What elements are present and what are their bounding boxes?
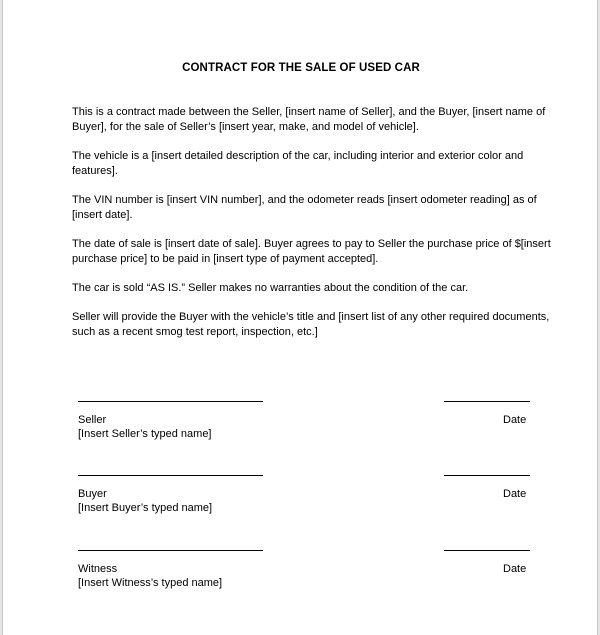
witness-role-label: Witness [78,563,118,575]
witness-date-label: Date [503,563,527,575]
paragraph-parties: This is a contract made between the Seller, [insert name of Seller], and the Buyer, [insert name of Buyer], for the sale of Seller’s [insert year, make, and model of vehicle]. [72,106,546,133]
paragraph-title-documents: Seller will provide the Buyer with the vehicle’s title and [insert list of any other required documents, such as a recent smog test report, inspection, etc.] [72,311,550,338]
witness-typed-name: [Insert Witness’s typed name] [78,577,223,589]
seller-date-line [444,401,530,402]
seller-signature-line [78,401,263,402]
document-title: CONTRACT FOR THE SALE OF USED CAR [182,62,420,74]
paragraph-vehicle-description: The vehicle is a [insert detailed description of the car, including interior and exterior color and features]. [72,150,524,177]
buyer-typed-name: [Insert Buyer’s typed name] [78,502,213,514]
document-page [2,0,598,635]
witness-signature-line [78,550,263,551]
buyer-signature-label [78,487,212,515]
witness-signature-label [78,562,222,590]
paragraph-date-price: The date of sale is [insert date of sale]. Buyer agrees to pay to Seller the purchase price of $[insert purchase price] to be paid in [insert type of payment accepted]. [72,238,551,265]
seller-typed-name: [Insert Seller’s typed name] [78,428,212,440]
buyer-role-label: Buyer [78,488,107,500]
seller-signature-label [78,413,212,441]
seller-date-label: Date [503,414,527,426]
paragraph-vin-odometer: The VIN number is [insert VIN number], and the odometer reads [insert odometer reading] as of [insert date]. [72,194,537,221]
buyer-signature-line [78,475,263,476]
witness-date-line [444,550,530,551]
buyer-date-label: Date [503,488,527,500]
buyer-date-line [444,475,530,476]
seller-role-label: Seller [78,414,107,426]
paragraph-as-is: The car is sold “AS IS.” Seller makes no warranties about the condition of the car. [72,282,469,294]
